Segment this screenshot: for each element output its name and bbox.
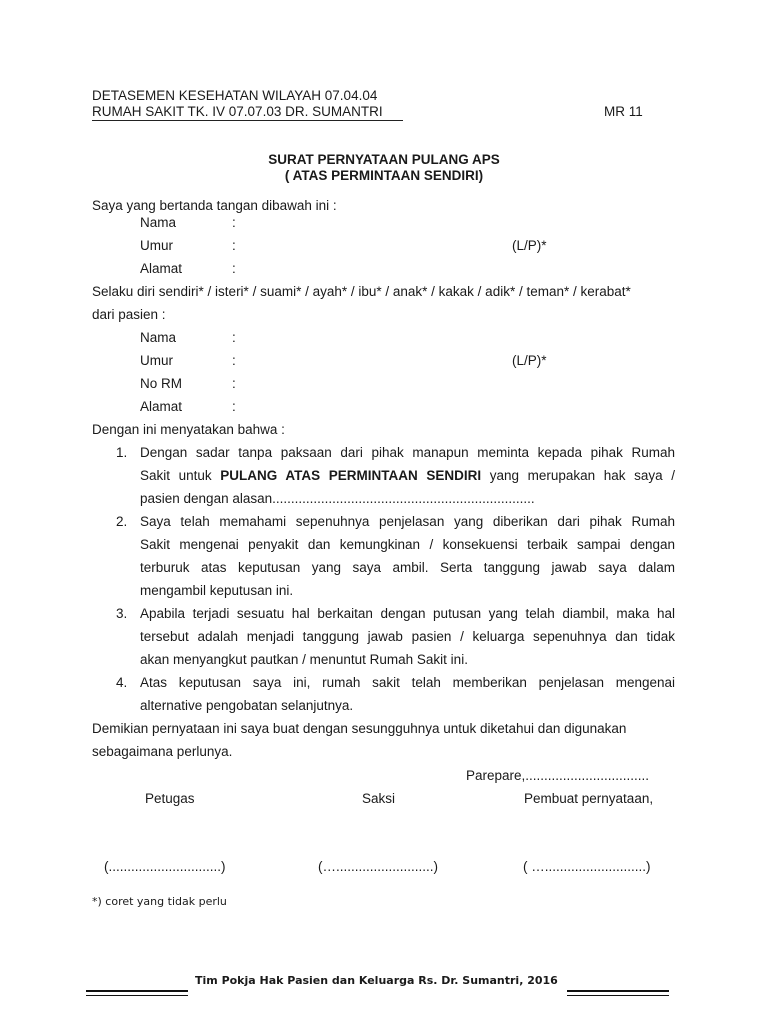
relation-line-1: Selaku diri sendiri* / isteri* / suami* / ayah* / ibu* / anak* / kakak / adik* / teman* / kerabat* <box>92 284 631 299</box>
document-title: SURAT PERNYATAAN PULANG APS <box>268 152 500 167</box>
patient-address-label: Alamat <box>140 399 183 414</box>
colon: : <box>232 238 236 253</box>
item-3-line-3: akan menyangkut pautkan / menuntut Rumah Sakit ini. <box>140 652 468 667</box>
patient-age-label: Umur <box>140 353 173 368</box>
signature-blank-witness: (…..........................) <box>318 859 439 874</box>
closing-line-2: sebagaimana perlunya. <box>92 744 233 759</box>
colon: : <box>232 399 236 414</box>
item-number: 4. <box>116 675 128 690</box>
item-1-text: Sakit untuk <box>140 468 221 483</box>
form-code: MR 11 <box>604 104 643 119</box>
signer-age-label: Umur <box>140 238 173 253</box>
header-underline <box>92 120 403 121</box>
intro-text: Saya yang bertanda tangan dibawah ini : <box>92 198 337 213</box>
signature-label-declarant: Pembuat pernyataan, <box>524 791 654 806</box>
item-2-line-4: mengambil keputusan ini. <box>140 583 294 598</box>
footer-rule-right <box>567 990 669 992</box>
colon: : <box>232 376 236 391</box>
signature-label-witness: Saksi <box>362 791 396 806</box>
item-3-line-2: tersebut adalah menjadi tanggung jawab pasien / keluarga sepenuhnya dan tidak <box>140 629 675 644</box>
footer-rule-left <box>86 995 188 996</box>
footer-text: Tim Pokja Hak Pasien dan Keluarga Rs. Dr. Sumantri, 2016 <box>195 974 558 987</box>
item-1-line-1: Dengan sadar tanpa paksaan dari pihak manapun meminta kepada pihak Rumah <box>140 445 675 460</box>
item-3-line-1: Apabila terjadi sesuatu hal berkaitan dengan putusan yang telah diambil, maka hal <box>140 606 675 621</box>
footnote: *) coret yang tidak perlu <box>92 895 227 908</box>
item-1-line-3: pasien dengan alasan...................................................................... <box>140 491 535 506</box>
colon: : <box>232 330 236 345</box>
signature-label-officer: Petugas <box>145 791 195 806</box>
patient-rm-label: No RM <box>140 376 183 391</box>
signature-blank-officer: (..............................) <box>104 859 226 874</box>
footer-rule-left <box>86 990 188 992</box>
signer-gender-label: (L/P)* <box>512 238 547 253</box>
colon: : <box>232 261 236 276</box>
header-line-1: DETASEMEN KESEHATAN WILAYAH 07.04.04 <box>92 88 378 103</box>
item-number: 3. <box>116 606 128 621</box>
colon: : <box>232 353 236 368</box>
signer-address-label: Alamat <box>140 261 183 276</box>
declaration-intro: Dengan ini menyatakan bahwa : <box>92 422 285 437</box>
relation-line-2: dari pasien : <box>92 307 166 322</box>
closing-line-1: Demikian pernyataan ini saya buat dengan sesungguhnya untuk diketahui dan digunakan <box>92 721 627 736</box>
item-4-line-1: Atas keputusan saya ini, rumah sakit telah memberikan penjelasan mengenai <box>140 675 675 690</box>
patient-name-label: Nama <box>140 330 177 345</box>
item-4-line-2: alternative pengobatan selanjutnya. <box>140 698 354 713</box>
signer-name-label: Nama <box>140 215 177 230</box>
item-1-line-2 <box>140 468 675 483</box>
place-date: Parepare,................................. <box>466 768 650 783</box>
footer-rule-right <box>567 995 669 996</box>
signature-blank-declarant: ( …...........................) <box>523 859 651 874</box>
item-1-text: yang merupakan hak saya / <box>481 468 675 483</box>
item-number: 2. <box>116 514 128 529</box>
item-2-line-3: terburuk atas keputusan yang saya ambil. Serta tanggung jawab saya dalam <box>140 560 675 575</box>
item-1-emphasis: PULANG ATAS PERMINTAAN SENDIRI <box>220 468 482 483</box>
item-number: 1. <box>116 445 128 460</box>
item-2-line-2: Sakit mengenai penyakit dan kemungkinan / konsekuensi terbaik sampai dengan <box>140 537 675 552</box>
patient-gender-label: (L/P)* <box>512 353 547 368</box>
item-2-line-1: Saya telah memahami sepenuhnya penjelasan yang diberikan dari pihak Rumah <box>140 514 675 529</box>
colon: : <box>232 215 236 230</box>
header-line-2: RUMAH SAKIT TK. IV 07.07.03 DR. SUMANTRI <box>92 104 383 119</box>
document-subtitle: ( ATAS PERMINTAAN SENDIRI) <box>284 168 484 183</box>
